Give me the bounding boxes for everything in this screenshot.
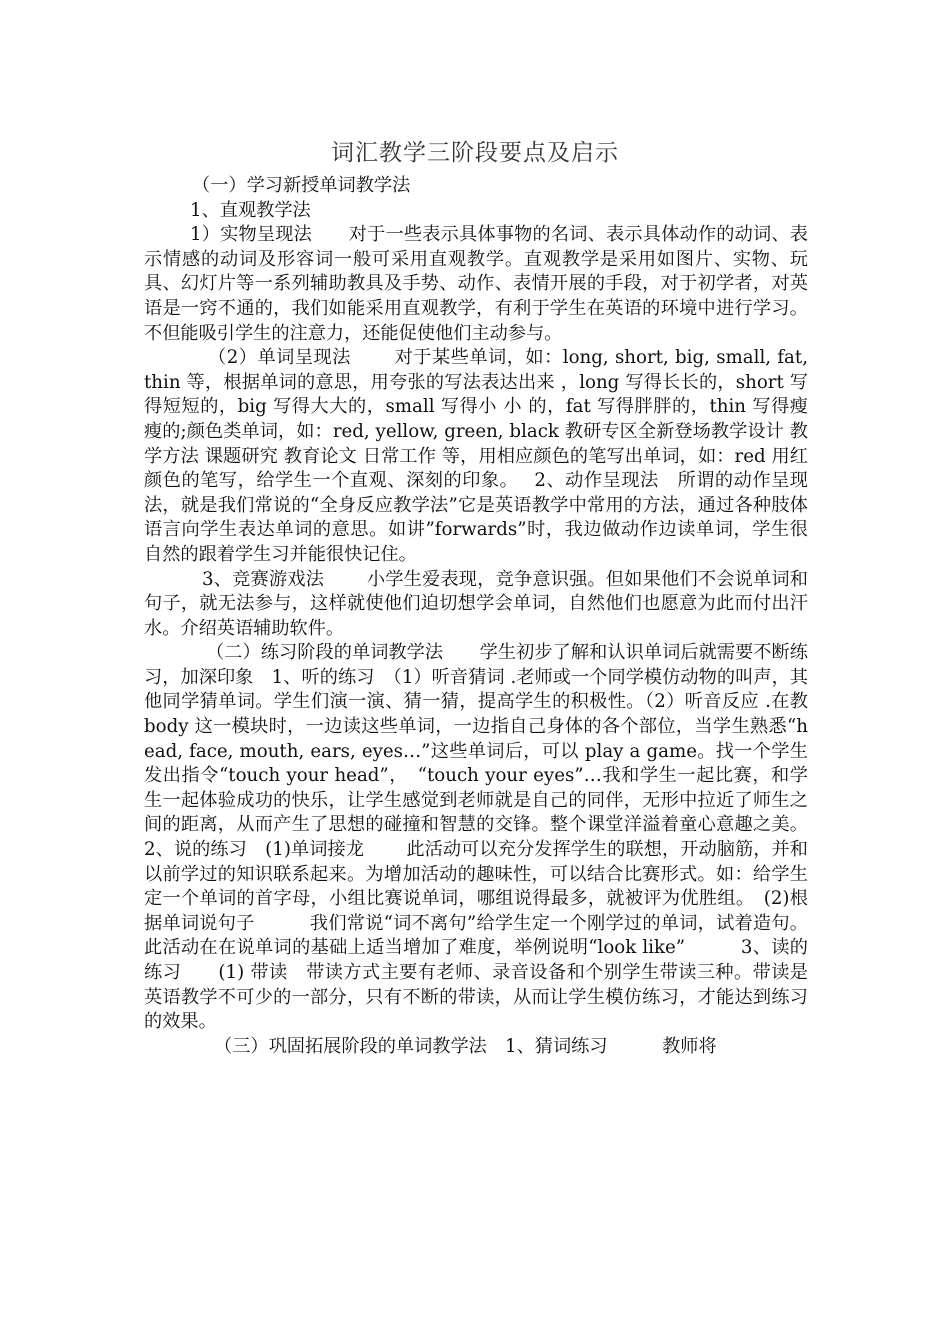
- subsection-heading-1: 1、直观教学法: [190, 199, 311, 221]
- paragraph-object-presentation: 1）实物呈现法 对于一些表示具体事物的名词、表示具体动作的动词、表示情感的动词及形容词一般可采用直观教学。直观教学是采用如图片、实物、玩 具、幻灯片等一系列辅助教具及手势、动作、表情开展的手段，对于初学者，对英语是一窍不通的，我们如能采用直观教学，有利于学生在英语的环境中进行学习。不但能吸引学生的注意力，还能促使他们主动参与。: [144, 224, 808, 344]
- paragraph-word-presentation: （2）单词呈现法 对于某些单词，如：long, short, big, small, fat, thin 等，根据单词的意思，用夸张的写法表达出来 ，long 写得长长的，short 写得短短的，big 写得大大的，small 写得小 小 的，fat 写得胖胖的，thin 写得瘦瘦的;颜色类单词，如：red, yellow, green, black 教研专区全新登场教学设计 教学方法 课题研究 教育论文 日常工作 等，用相应颜色的笔写出单词，如：red 用红颜色的笔写，给学生一个直观、深刻的印象。 2、动作呈现法 所谓的动作呈现法，就是我们常说的“全身反应教学法”它是英语教学中常用的方法，通过各种肢体语言向学生表达单词的意思。如讲”forwards”时，我边做动作边读单词，学生很自然的跟着学生习并能很快记住。: [144, 347, 808, 565]
- paragraph-competition-games: 3、竞赛游戏法 小学生爱表现，竞争意识强。但如果他们不会说单词和句子，就无法参与，这样就使他们迫切想学会单词，自然他们也愿意为此而付出汗水。介绍英语辅助软件。: [144, 568, 808, 639]
- paragraph-consolidation-stage: （三）巩固拓展阶段的单词教学法 1、猜词练习 教师将: [214, 1035, 717, 1057]
- document-body: [144, 174, 808, 1059]
- paragraph-practice-stage: （二）练习阶段的单词教学法 学生初步了解和认识单词后就需要不断练习，加深印象 1、听的练习 （1）听音猜词 .老师或一个同学模仿动物的叫声，其他同学猜单词。学生们演一演、猜一猜，提高学生的积极性。（2）听音反应 .在教 body 这一模块时，一边读这些单词，一边指自己身体的各个部位，当学生熟悉“head, face, mouth, ears, eyes…”这些单词后，可以 play a game。找一个学生发出指令“touch your head”， “touch your eyes”…我和学生一起比赛，和学生一起体验成功的快乐，让学生感觉到老师就是自己的同伴，无形中拉近了师生之间的距离，从而产生了思想的碰撞和智慧的交锋。整个课堂洋溢着童心意趣之美。 2、说的练习 (1)单词接龙 此活动可以充分发挥学生的联想，开动脑筋，并和以前学过的知识联系起来。为增加活动的趣味性，可以结合比赛形式。如：给学生定一个单词的首字母，小组比赛说单词，哪组说得最多，就被评为优胜组。 (2)根据单词说句子 我们常说“词不离句”给学生定一个刚学过的单词，试着造句。此活动在在说单词的基础上适当增加了难度，举例说明“look like” 3、读的练习 (1) 带读 带读方式主要有老师、录音设备和个别学生带读三种。带读是英语教学不可少的一部分，只有不断的带读，从而让学生模仿练习，才能达到练习的效果。: [144, 642, 808, 1033]
- document-title: 词汇教学三阶段要点及启示: [331, 140, 619, 166]
- section-heading-1: （一）学习新授单词教学法: [192, 175, 411, 196]
